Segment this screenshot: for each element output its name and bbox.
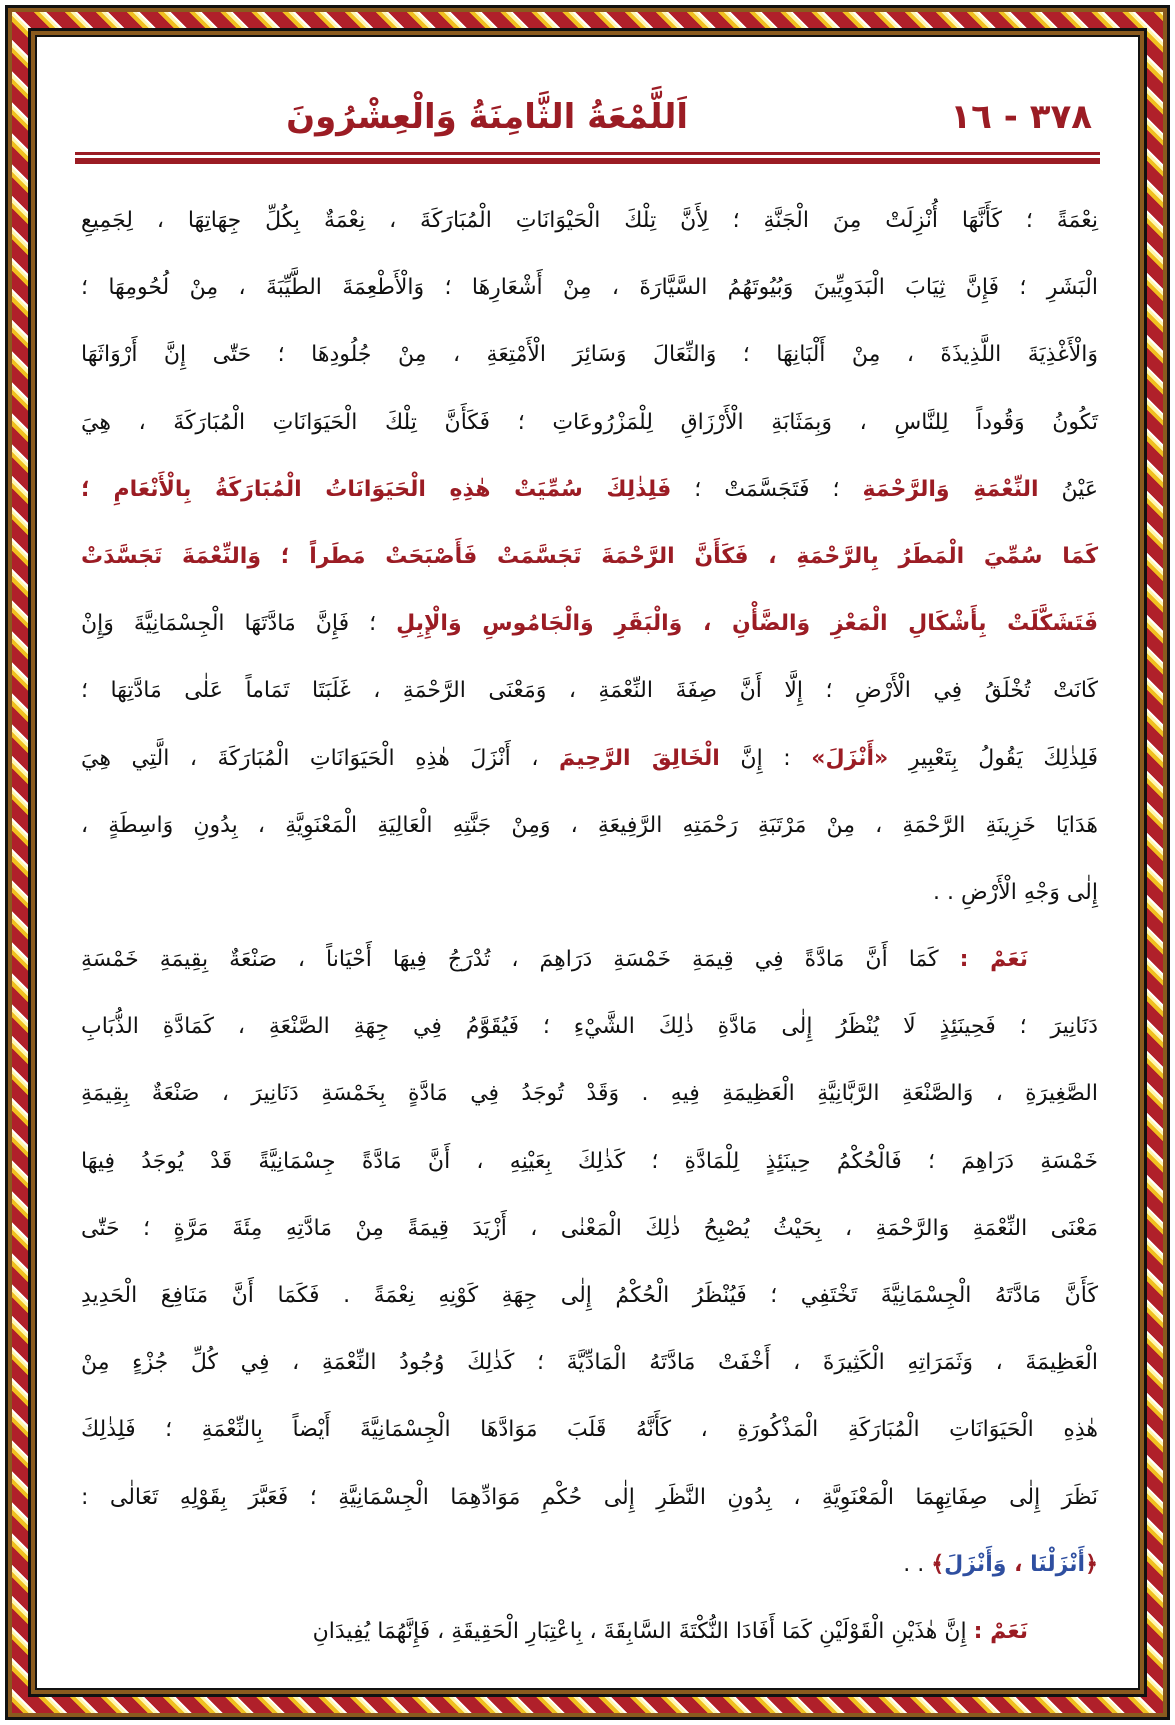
text-line <box>81 725 1098 792</box>
highlighted-text: كَمَا سُمِّيَ الْمَطَرُ بِالرَّحْمَةِ ، فَكَأَنَّ الرَّحْمَةَ تَجَسَّمَتْ فَأَصْبَحَتْ مَطَراً ؛ وَالنِّعْمَةَ تَجَسَّدَتْ <box>81 543 1098 569</box>
text-line <box>81 1396 1098 1463</box>
page-number: ٣٧٨ - ١٦ <box>950 97 1092 137</box>
text-segment: كَأَنَّ مَادَّتَهُ الْجِسْمَانِيَّةَ تَخْتَفِي ؛ فَيُنْظَرُ الْحُكْمُ إِلٰى جِهَةِ كَوْنِهِ نِعْمَةً . فَكَمَا أَنَّ مَنَافِعَ الْحَدِيدِ <box>81 1283 1098 1308</box>
text-segment: إِلٰى وَجْهِ الْأَرْضِ . . <box>932 879 1098 905</box>
page-title: اَللَّمْعَةُ الثَّامِنَةُ وَالْعِشْرُونَ <box>286 97 688 137</box>
text-segment: . . <box>903 1551 932 1577</box>
text-line <box>81 254 1098 321</box>
page <box>35 35 1140 1690</box>
text-segment: دَنَانِيرَ ؛ فَحِينَئِذٍ لَا يُنْظَرُ إِلٰى مَادَّةِ ذٰلِكَ الشَّيْءِ ؛ فَيُقَوَّمُ فِي جِهَةِ الصَّنْعَةِ ، كَمَادَّةِ الذُّبَابِ <box>81 1014 1098 1040</box>
text-segment: هَدَايَا خَزِينَةِ الرَّحْمَةِ ، مِنْ مَرْتَبَةِ رَحْمَتِهِ الرَّفِيعَةِ ، وَمِنْ جَنَّتِهِ الْعَالِيَةِ الْمَعْنَوِيَّةِ ، بِدُونِ وَاسِطَةٍ ، <box>81 812 1098 838</box>
text-segment: وَالْأَغْذِيَةَ اللَّذِيذَةَ ، مِنْ أَلْبَانِهَا ؛ وَالنِّعَالَ وَسَائِرَ الْأَمْتِعَةِ ، مِنْ جُلُودِهَا ؛ حَتّٰى إِنَّ أَرْوَاثَهَا <box>81 342 1098 368</box>
highlighted-text: نَعَمْ : <box>959 947 1028 973</box>
quran-quote-text: وَأَنْزَلَ <box>944 1551 1007 1577</box>
text-segment: ، أَنْزَلَ هٰذِهِ الْحَيَوَانَاتِ الْمُبَارَكَةَ ، الَّتِي هِيَ <box>81 745 560 771</box>
text-line <box>81 523 1098 590</box>
text-segment: تَكُونُ وَقُوداً لِلنَّاسِ ، وَبِمَثَابَةِ الْأَرْزَاقِ لِلْمَزْرُوعَاتِ ؛ فَكَأَنَّ تِلْكَ الْحَيَوَانَاتِ الْمُبَارَكَةَ ، هِيَ <box>81 409 1098 435</box>
text-line <box>81 321 1098 388</box>
text-line <box>81 1128 1098 1195</box>
text-segment: ؛ فَتَجَسَّمَتْ ؛ <box>671 476 863 502</box>
text-segment: الْبَشَرِ ؛ فَإِنَّ ثِيَابَ الْبَدَوِيِّينَ وَبُيُوتَهُمُ السَّيَّارَةَ ، مِنْ أَشْعَارِهَا ؛ وَالْأَطْعِمَةَ الطَّيِّبَةَ ، مِنْ لُحُومِهَا ؛ <box>81 275 1098 301</box>
text-line <box>81 1531 1098 1598</box>
highlighted-text: فَتَشَكَّلَتْ بِأَشْكَالِ الْمَعْزِ وَالضَّأْنِ ، وَالْبَقَرِ وَالْجَامُوسِ وَالْإِبِلِ <box>396 611 1098 637</box>
highlighted-text: ، <box>1006 1551 1031 1577</box>
text-segment: فَلِذٰلِكَ يَقُولُ بِتَعْبِيرِ <box>888 745 1098 771</box>
text-segment: كَمَا أَنَّ مَادَّةً فِي قِيمَةِ خَمْسَةِ دَرَاهِمَ ، تُدْرَجُ فِيهَا أَحْيَاناً ، صَنْعَةٌ بِقِيمَةِ خَمْسَةِ <box>81 947 960 973</box>
highlighted-text: نَعَمْ : <box>973 1618 1028 1644</box>
highlighted-text: ﴾ <box>931 1551 945 1577</box>
highlighted-text: النِّعْمَةِ وَالرَّحْمَةِ <box>862 476 1039 502</box>
text-line <box>81 926 1098 993</box>
text-line <box>81 1598 1098 1665</box>
text-line <box>81 1464 1098 1531</box>
text-line <box>81 993 1098 1060</box>
text-segment: نِعْمَةً ؛ كَأَنَّهَا أُنْزِلَتْ مِنَ الْجَنَّةِ ؛ لِأَنَّ تِلْكَ الْحَيْوَانَاتِ الْمُبَارَكَةَ ، نِعْمَةٌ بِكُلِّ جِهَاتِهَا ، لِجَمِيعِ <box>81 208 1098 233</box>
highlighted-text: فَلِذٰلِكَ سُمِّيَتْ هٰذِهِ الْحَيَوَانَاتُ الْمُبَارَكَةُ بِالْأَنْعَامِ ؛ <box>81 476 672 502</box>
text-line <box>81 1195 1098 1262</box>
text-line <box>81 859 1098 926</box>
text-line <box>81 1329 1098 1396</box>
highlighted-text: الْخَالِقَ الرَّحِيمَ <box>559 745 720 771</box>
quran-quote-text: أَنْزَلْنَا <box>1030 1551 1086 1577</box>
text-line <box>81 590 1098 657</box>
text-segment: : إِنَّ <box>719 745 812 771</box>
highlighted-text: ﴿ <box>1085 1551 1098 1577</box>
header-divider <box>75 152 1100 164</box>
page-header <box>77 97 1098 157</box>
text-segment: كَانَتْ تُخْلَقُ فِي الْأَرْضِ ؛ إِلَّا أَنَّ صِفَةَ النِّعْمَةِ ، وَمَعْنَى الرَّحْمَةِ ، غَلَبَتَا تَمَاماً عَلٰى مَادَّتِهَا ؛ <box>81 678 1098 704</box>
highlighted-text: «أَنْزَلَ» <box>811 745 889 771</box>
text-segment: نَظَرَ إِلٰى صِفَاتِهِمَا الْمَعْنَوِيَّةِ ، بِدُونِ النَّظَرِ إِلٰى حُكْمِ مَوَادِّهِمَا الْجِسْمَانِيَّةِ ؛ فَعَبَّرَ بِقَوْلِهِ تَعَالٰى : <box>81 1484 1098 1510</box>
text-segment: إِنَّ هٰذَيْنِ الْقَوْلَيْنِ كَمَا أَفَادَا النُّكْتَةَ السَّابِقَةَ ، بِاعْتِبَارِ الْحَقِيقَةِ ، فَإِنَّهُمَا يُفِيدَانِ <box>312 1618 974 1644</box>
text-segment: هٰذِهِ الْحَيَوَانَاتِ الْمُبَارَكَةِ الْمَذْكُورَةِ ، كَأَنَّهُ قَلَبَ مَوَادَّهَا الْجِسْمَانِيَّةَ أَيْضاً بِالنِّعْمَةِ ؛ فَلِذٰلِكَ <box>81 1417 1098 1443</box>
text-line <box>81 1262 1098 1329</box>
text-line <box>81 187 1098 254</box>
text-body <box>81 187 1098 1665</box>
text-segment: عَيْنُ <box>1038 476 1099 502</box>
text-segment: الصَّغِيرَةِ ، وَالصَّنْعَةِ الرَّبَّانِيَّةِ الْعَظِيمَةِ فِيهِ . وَقَدْ تُوجَدُ فِي مَادَّةٍ بِخَمْسَةِ دَنَانِيرَ ، صَنْعَةٌ بِقِيمَةِ <box>81 1081 1098 1107</box>
text-segment: خَمْسَةِ دَرَاهِمَ ؛ فَالْحُكْمُ حِينَئِذٍ لِلْمَادَّةِ ؛ كَذٰلِكَ بِعَيْنِهِ ، أَنَّ مَادَّةً جِسْمَانِيَّةً قَدْ يُوجَدُ فِيهَا <box>81 1148 1098 1174</box>
text-segment: مَعْنَى النِّعْمَةِ وَالرَّحْمَةِ ، بِحَيْثُ يُصْبِحُ ذٰلِكَ الْمَعْنٰى ، أَزْيَدَ قِيمَةً مِنْ مَادَّتِهِ مِئَةَ مَرَّةٍ ؛ حَتّٰى <box>81 1215 1098 1241</box>
text-line <box>81 1060 1098 1127</box>
text-line <box>81 657 1098 724</box>
text-segment: الْعَظِيمَةَ ، وَثَمَرَاتِهِ الْكَثِيرَةَ ، أَخْفَتْ مَادَّتَهُ الْمَادِّيَّةَ ؛ كَذٰلِكَ وُجُودُ النِّعْمَةِ ، فِي كُلِّ جُزْءٍ مِنْ <box>81 1350 1098 1376</box>
text-line <box>81 456 1098 523</box>
text-line <box>81 389 1098 456</box>
page-frame <box>28 28 1147 1697</box>
text-segment: ؛ فَإِنَّ مَادَّتَهَا الْجِسْمَانِيَّةَ وَإِنْ <box>81 611 397 637</box>
text-line <box>81 792 1098 859</box>
